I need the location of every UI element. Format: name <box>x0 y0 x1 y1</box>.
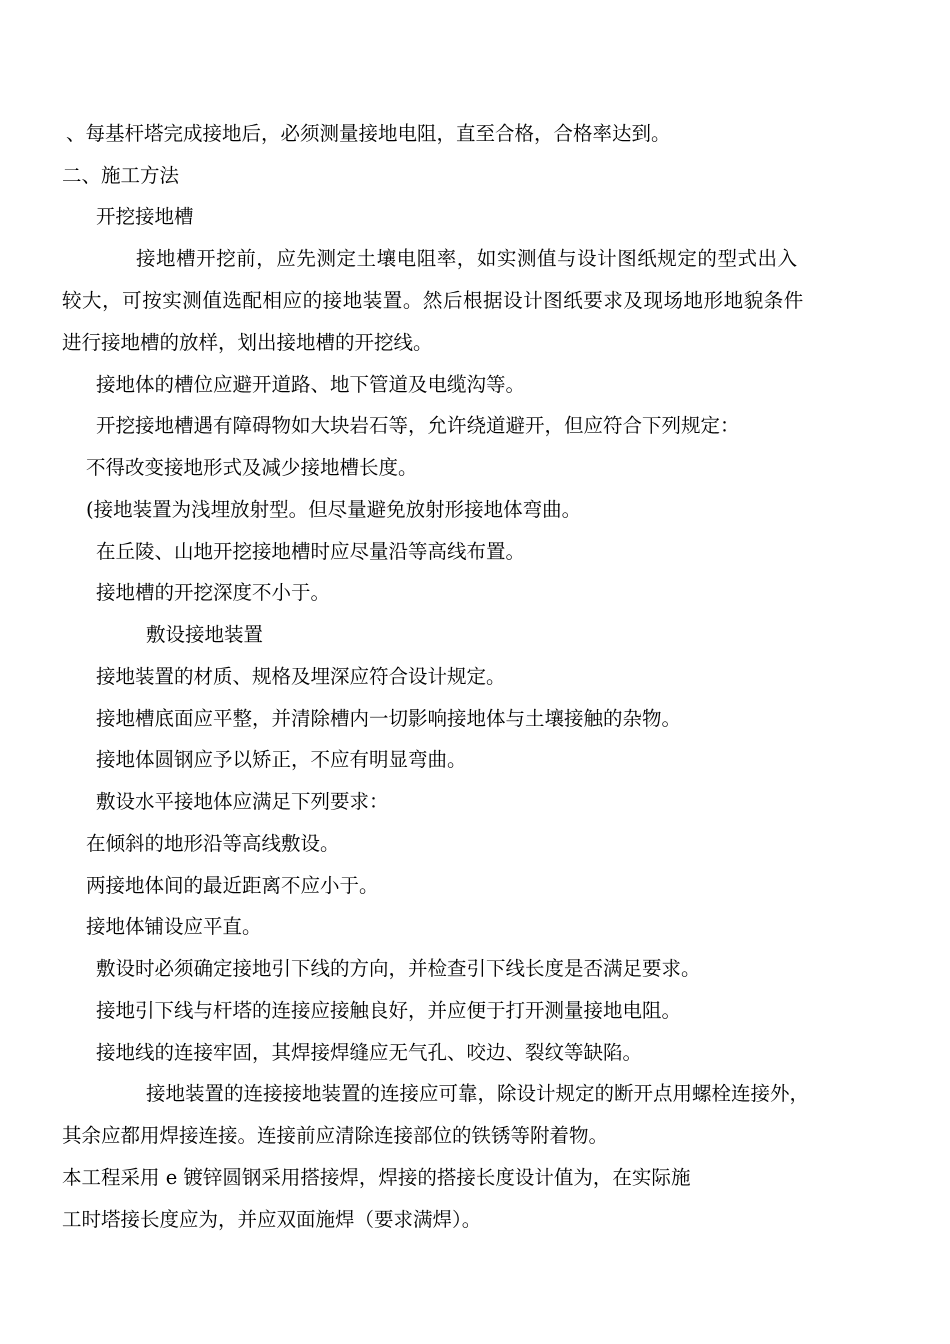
text-line-18: 在倾斜的地形沿等高线敷设。 <box>86 832 340 855</box>
subheading-lay-grounding-device: 敷设接地装置 <box>146 623 264 646</box>
text-line-16: 接地体圆钢应予以矫正，不应有明显弯曲。 <box>96 748 467 771</box>
text-line-23: 接地线的连接牢固，其焊接焊缝应无气孔、咬边、裂纹等缺陷。 <box>96 1041 643 1064</box>
text-line-17: 敷设水平接地体应满足下列要求： <box>96 790 389 813</box>
text-line-7: 接地体的槽位应避开道路、地下管道及电缆沟等。 <box>96 373 526 396</box>
text-line-1: 、每基杆塔完成接地后，必须测量接地电阻，直至合格，合格率达到。 <box>66 122 671 145</box>
text-line-27: 工时塔接长度应为，并应双面施焊（要求满焊）。 <box>62 1208 482 1231</box>
text-line-6: 进行接地槽的放样，划出接地槽的开挖线。 <box>62 331 433 354</box>
text-line-19: 两接地体间的最近距离不应小于。 <box>86 874 379 897</box>
text-line-22: 接地引下线与杆塔的连接应接触良好，并应便于打开测量接地电阻。 <box>96 999 682 1022</box>
text-line-12: 接地槽的开挖深度不小于。 <box>96 581 331 604</box>
text-line-9: 不得改变接地形式及减少接地槽长度。 <box>86 456 418 479</box>
text-line-20: 接地体铺设应平直。 <box>86 915 262 938</box>
text-line-11: 在丘陵、山地开挖接地槽时应尽量沿等高线布置。 <box>96 540 526 563</box>
text-line-10: (接地装置为浅埋放射型。但尽量避免放射形接地体弯曲。 <box>86 498 582 521</box>
subheading-excavate-trench: 开挖接地槽 <box>96 205 194 228</box>
text-line-14: 接地装置的材质、规格及埋深应符合设计规定。 <box>96 665 506 688</box>
text-line-25: 其余应都用焊接连接。连接前应清除连接部位的铁锈等附着物。 <box>62 1124 609 1147</box>
text-line-8: 开挖接地槽遇有障碍物如大块岩石等，允许绕道避开，但应符合下列规定： <box>96 414 740 437</box>
text-line-26: 本工程采用 e 镀锌圆钢采用搭接焊，焊接的搭接长度设计值为，在实际施 <box>62 1166 691 1189</box>
text-line-4: 接地槽开挖前，应先测定土壤电阻率，如实测值与设计图纸规定的型式出入 <box>136 247 798 270</box>
text-line-15: 接地槽底面应平整，并清除槽内一切影响接地体与土壤接触的杂物。 <box>96 707 682 730</box>
text-line-5: 较大，可按实测值选配相应的接地装置。然后根据设计图纸要求及现场地形地貌条件 <box>62 289 804 312</box>
text-line-24: 接地装置的连接接地装置的连接应可靠，除设计规定的断开点用螺栓连接外， <box>146 1082 810 1105</box>
text-line-21: 敷设时必须确定接地引下线的方向，并检查引下线长度是否满足要求。 <box>96 957 701 980</box>
section-heading-construction-method: 二、施工方法 <box>62 164 180 187</box>
